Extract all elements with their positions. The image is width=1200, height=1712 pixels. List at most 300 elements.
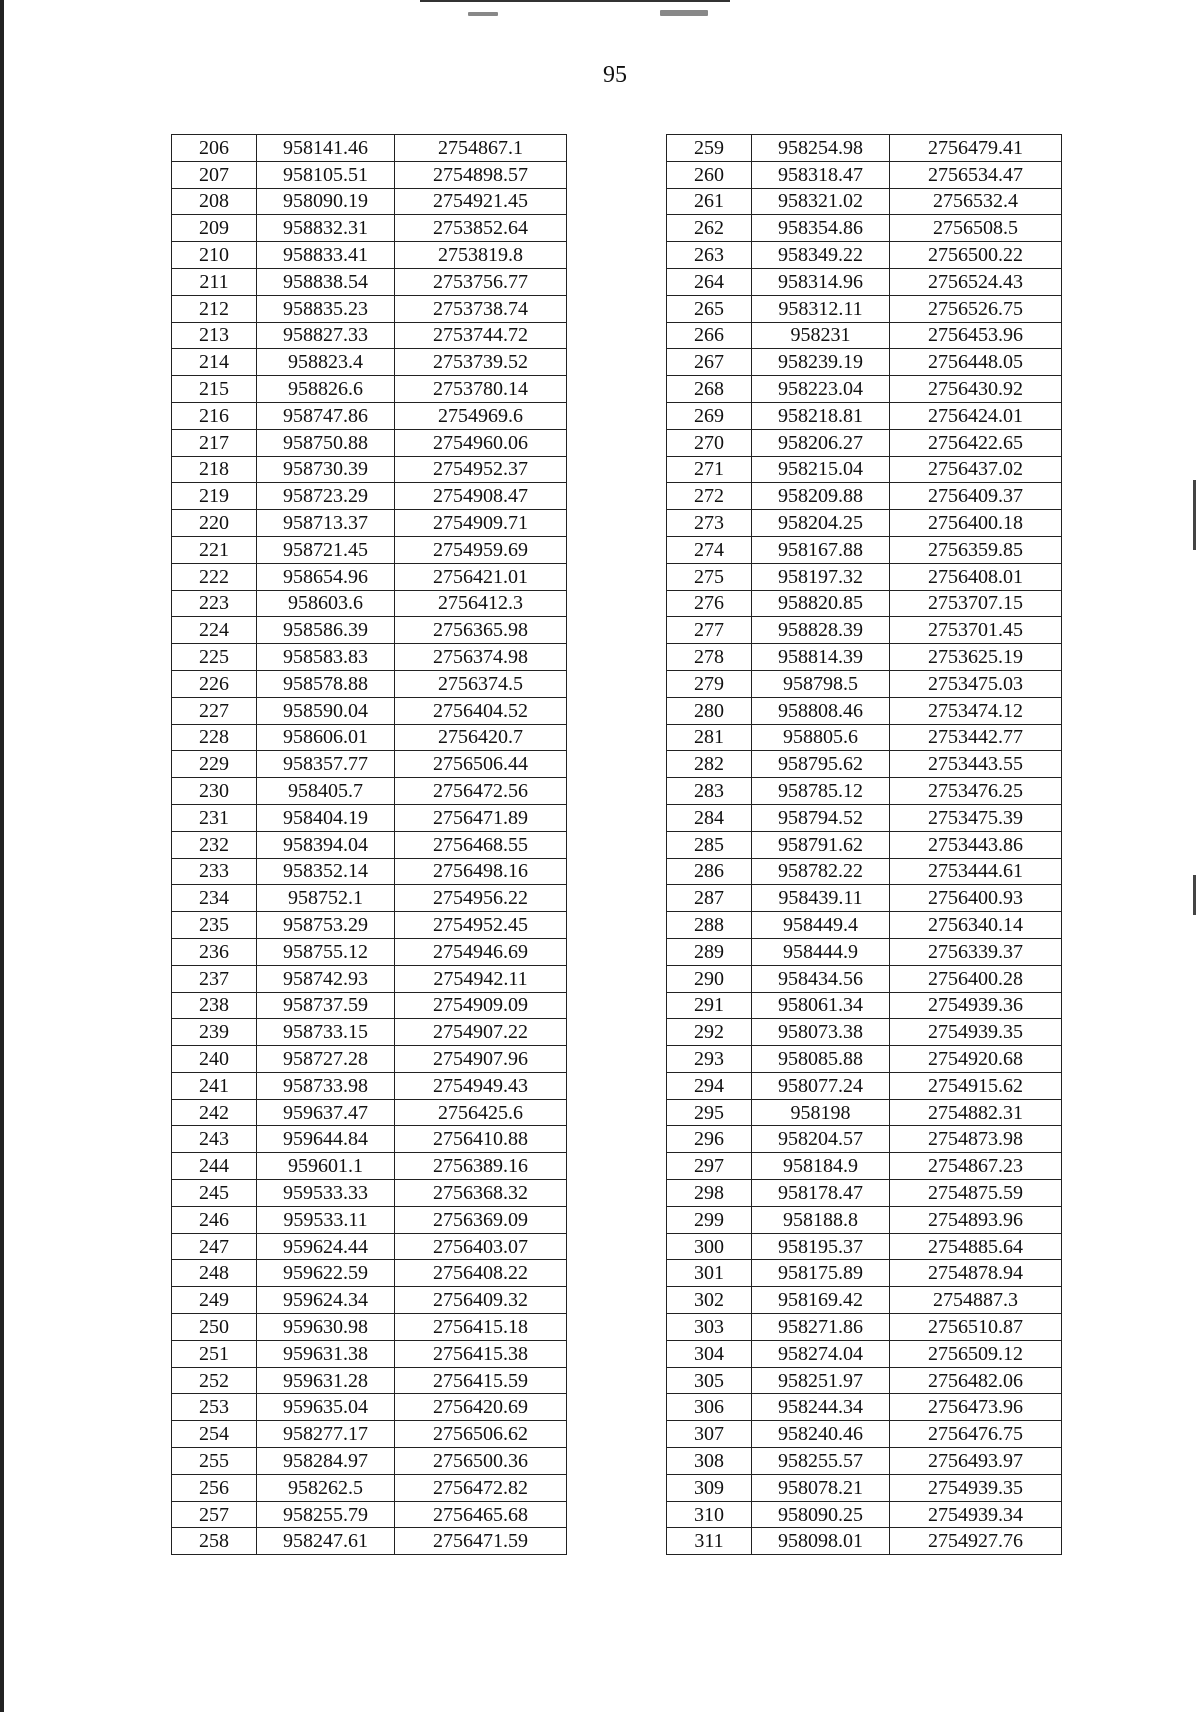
point-number-cell: 276 [667, 590, 752, 617]
point-number-cell: 294 [667, 1072, 752, 1099]
table-row [667, 1501, 1062, 1528]
point-number-cell: 269 [667, 402, 752, 429]
y-coordinate-cell: 2756506.62 [395, 1421, 567, 1448]
point-number-cell: 302 [667, 1287, 752, 1314]
point-number-cell: 232 [172, 831, 257, 858]
y-coordinate-cell: 2756500.36 [395, 1448, 567, 1475]
x-coordinate-cell: 958312.11 [752, 295, 890, 322]
x-coordinate-cell: 958785.12 [752, 778, 890, 805]
table-row [667, 590, 1062, 617]
y-coordinate-cell: 2756339.37 [890, 938, 1062, 965]
x-coordinate-cell: 958255.57 [752, 1448, 890, 1475]
table-row [172, 938, 567, 965]
table-row [667, 724, 1062, 751]
x-coordinate-cell: 958277.17 [257, 1421, 395, 1448]
point-number-cell: 258 [172, 1528, 257, 1555]
table-row [172, 1421, 567, 1448]
y-coordinate-cell: 2754915.62 [890, 1072, 1062, 1099]
y-coordinate-cell: 2756471.59 [395, 1528, 567, 1555]
point-number-cell: 292 [667, 1019, 752, 1046]
y-coordinate-cell: 2754907.22 [395, 1019, 567, 1046]
table-row [172, 402, 567, 429]
y-coordinate-cell: 2756479.41 [890, 135, 1062, 162]
x-coordinate-cell: 958204.25 [752, 510, 890, 537]
x-coordinate-cell: 958215.04 [752, 456, 890, 483]
point-number-cell: 245 [172, 1180, 257, 1207]
table-row [667, 965, 1062, 992]
point-number-cell: 220 [172, 510, 257, 537]
point-number-cell: 285 [667, 831, 752, 858]
y-coordinate-cell: 2753780.14 [395, 376, 567, 403]
table-row [667, 885, 1062, 912]
table-row [667, 402, 1062, 429]
point-number-cell: 207 [172, 161, 257, 188]
y-coordinate-cell: 2756365.98 [395, 617, 567, 644]
y-coordinate-cell: 2756472.82 [395, 1474, 567, 1501]
x-coordinate-cell: 959630.98 [257, 1314, 395, 1341]
point-number-cell: 217 [172, 429, 257, 456]
table-row [667, 1314, 1062, 1341]
y-coordinate-cell: 2753444.61 [890, 858, 1062, 885]
x-coordinate-cell: 958795.62 [752, 751, 890, 778]
point-number-cell: 275 [667, 563, 752, 590]
x-coordinate-cell: 959644.84 [257, 1126, 395, 1153]
x-coordinate-cell: 958206.27 [752, 429, 890, 456]
x-coordinate-cell: 958195.37 [752, 1233, 890, 1260]
table-row [172, 590, 567, 617]
y-coordinate-cell: 2756404.52 [395, 697, 567, 724]
scan-edge-left [0, 0, 4, 1712]
y-coordinate-cell: 2753625.19 [890, 644, 1062, 671]
x-coordinate-cell: 958404.19 [257, 804, 395, 831]
y-coordinate-cell: 2754885.64 [890, 1233, 1062, 1260]
point-number-cell: 234 [172, 885, 257, 912]
point-number-cell: 230 [172, 778, 257, 805]
point-number-cell: 223 [172, 590, 257, 617]
table-row [667, 1072, 1062, 1099]
scan-edge-mark [1193, 875, 1196, 915]
y-coordinate-cell: 2753476.25 [890, 778, 1062, 805]
table-row [172, 1019, 567, 1046]
y-coordinate-cell: 2754949.43 [395, 1072, 567, 1099]
x-coordinate-cell: 958590.04 [257, 697, 395, 724]
point-number-cell: 259 [667, 135, 752, 162]
point-number-cell: 262 [667, 215, 752, 242]
table-row [667, 1260, 1062, 1287]
y-coordinate-cell: 2756524.43 [890, 268, 1062, 295]
x-coordinate-cell: 958733.98 [257, 1072, 395, 1099]
table-row [667, 751, 1062, 778]
x-coordinate-cell: 958244.34 [752, 1394, 890, 1421]
y-coordinate-cell: 2754956.22 [395, 885, 567, 912]
y-coordinate-cell: 2756412.3 [395, 590, 567, 617]
x-coordinate-cell: 958073.38 [752, 1019, 890, 1046]
point-number-cell: 216 [172, 402, 257, 429]
x-coordinate-cell: 958820.85 [752, 590, 890, 617]
y-coordinate-cell: 2756400.18 [890, 510, 1062, 537]
point-number-cell: 246 [172, 1206, 257, 1233]
table-row [667, 1528, 1062, 1555]
y-coordinate-cell: 2756420.7 [395, 724, 567, 751]
point-number-cell: 297 [667, 1153, 752, 1180]
table-row [172, 670, 567, 697]
y-coordinate-cell: 2754875.59 [890, 1180, 1062, 1207]
point-number-cell: 224 [172, 617, 257, 644]
y-coordinate-cell: 2756409.37 [890, 483, 1062, 510]
x-coordinate-cell: 958753.29 [257, 912, 395, 939]
point-number-cell: 251 [172, 1340, 257, 1367]
table-row [172, 697, 567, 724]
x-coordinate-cell: 958583.83 [257, 644, 395, 671]
x-coordinate-cell: 958808.46 [752, 697, 890, 724]
point-number-cell: 211 [172, 268, 257, 295]
x-coordinate-cell: 958197.32 [752, 563, 890, 590]
point-number-cell: 239 [172, 1019, 257, 1046]
table-row [172, 912, 567, 939]
x-coordinate-cell: 958826.6 [257, 376, 395, 403]
y-coordinate-cell: 2754927.76 [890, 1528, 1062, 1555]
point-number-cell: 218 [172, 456, 257, 483]
x-coordinate-cell: 958271.86 [752, 1314, 890, 1341]
point-number-cell: 226 [172, 670, 257, 697]
point-number-cell: 248 [172, 1260, 257, 1287]
x-coordinate-cell: 958318.47 [752, 161, 890, 188]
point-number-cell: 219 [172, 483, 257, 510]
x-coordinate-cell: 958827.33 [257, 322, 395, 349]
point-number-cell: 233 [172, 858, 257, 885]
y-coordinate-cell: 2754952.37 [395, 456, 567, 483]
x-coordinate-cell: 958434.56 [752, 965, 890, 992]
y-coordinate-cell: 2754939.36 [890, 992, 1062, 1019]
table-row [172, 1448, 567, 1475]
table-row [172, 885, 567, 912]
y-coordinate-cell: 2756508.5 [890, 215, 1062, 242]
table-row [172, 1528, 567, 1555]
x-coordinate-cell: 958188.8 [752, 1206, 890, 1233]
y-coordinate-cell: 2756493.97 [890, 1448, 1062, 1475]
x-coordinate-cell: 958814.39 [752, 644, 890, 671]
point-number-cell: 243 [172, 1126, 257, 1153]
point-number-cell: 267 [667, 349, 752, 376]
point-number-cell: 291 [667, 992, 752, 1019]
table-row [667, 1099, 1062, 1126]
point-number-cell: 295 [667, 1099, 752, 1126]
point-number-cell: 244 [172, 1153, 257, 1180]
x-coordinate-cell: 959624.34 [257, 1287, 395, 1314]
x-coordinate-cell: 958352.14 [257, 858, 395, 885]
y-coordinate-cell: 2756420.69 [395, 1394, 567, 1421]
y-coordinate-cell: 2756359.85 [890, 536, 1062, 563]
table-row [172, 1153, 567, 1180]
table-row [667, 778, 1062, 805]
y-coordinate-cell: 2756400.93 [890, 885, 1062, 912]
y-coordinate-cell: 2753701.45 [890, 617, 1062, 644]
point-number-cell: 280 [667, 697, 752, 724]
x-coordinate-cell: 958755.12 [257, 938, 395, 965]
point-number-cell: 255 [172, 1448, 257, 1475]
x-coordinate-cell: 958240.46 [752, 1421, 890, 1448]
point-number-cell: 286 [667, 858, 752, 885]
x-coordinate-cell: 958449.4 [752, 912, 890, 939]
point-number-cell: 281 [667, 724, 752, 751]
x-coordinate-cell: 958141.46 [257, 135, 395, 162]
table-row [667, 1153, 1062, 1180]
page-number: 95 [603, 62, 627, 88]
point-number-cell: 238 [172, 992, 257, 1019]
table-row [172, 510, 567, 537]
x-coordinate-cell: 959601.1 [257, 1153, 395, 1180]
table-row [667, 1180, 1062, 1207]
table-row [667, 135, 1062, 162]
y-coordinate-cell: 2756425.6 [395, 1099, 567, 1126]
y-coordinate-cell: 2756340.14 [890, 912, 1062, 939]
x-coordinate-cell: 958733.15 [257, 1019, 395, 1046]
x-coordinate-cell: 958723.29 [257, 483, 395, 510]
y-coordinate-cell: 2756437.02 [890, 456, 1062, 483]
y-coordinate-cell: 2756369.09 [395, 1206, 567, 1233]
x-coordinate-cell: 958085.88 [752, 1046, 890, 1073]
coordinate-table-right [666, 134, 1062, 1555]
x-coordinate-cell: 958405.7 [257, 778, 395, 805]
table-row [172, 268, 567, 295]
table-row [172, 1206, 567, 1233]
table-row [667, 644, 1062, 671]
table-row [172, 1180, 567, 1207]
y-coordinate-cell: 2754921.45 [395, 188, 567, 215]
point-number-cell: 213 [172, 322, 257, 349]
table-row [172, 804, 567, 831]
y-coordinate-cell: 2756498.16 [395, 858, 567, 885]
x-coordinate-cell: 958727.28 [257, 1046, 395, 1073]
table-row [667, 322, 1062, 349]
point-number-cell: 250 [172, 1314, 257, 1341]
y-coordinate-cell: 2756472.56 [395, 778, 567, 805]
y-coordinate-cell: 2756368.32 [395, 1180, 567, 1207]
table-row [172, 188, 567, 215]
y-coordinate-cell: 2754907.96 [395, 1046, 567, 1073]
y-coordinate-cell: 2754939.35 [890, 1474, 1062, 1501]
table-row [172, 536, 567, 563]
x-coordinate-cell: 958750.88 [257, 429, 395, 456]
point-number-cell: 236 [172, 938, 257, 965]
y-coordinate-cell: 2753819.8 [395, 242, 567, 269]
x-coordinate-cell: 958832.31 [257, 215, 395, 242]
point-number-cell: 229 [172, 751, 257, 778]
table-row [667, 349, 1062, 376]
point-number-cell: 309 [667, 1474, 752, 1501]
x-coordinate-cell: 958823.4 [257, 349, 395, 376]
point-number-cell: 300 [667, 1233, 752, 1260]
x-coordinate-cell: 958394.04 [257, 831, 395, 858]
y-coordinate-cell: 2756465.68 [395, 1501, 567, 1528]
point-number-cell: 261 [667, 188, 752, 215]
y-coordinate-cell: 2754909.71 [395, 510, 567, 537]
y-coordinate-cell: 2753443.86 [890, 831, 1062, 858]
y-coordinate-cell: 2756526.75 [890, 295, 1062, 322]
table-row [172, 456, 567, 483]
point-number-cell: 310 [667, 1501, 752, 1528]
table-row [172, 135, 567, 162]
point-number-cell: 260 [667, 161, 752, 188]
x-coordinate-cell: 958078.21 [752, 1474, 890, 1501]
point-number-cell: 221 [172, 536, 257, 563]
x-coordinate-cell: 958838.54 [257, 268, 395, 295]
point-number-cell: 287 [667, 885, 752, 912]
y-coordinate-cell: 2756482.06 [890, 1367, 1062, 1394]
y-coordinate-cell: 2756374.98 [395, 644, 567, 671]
x-coordinate-cell: 958654.96 [257, 563, 395, 590]
x-coordinate-cell: 958218.81 [752, 402, 890, 429]
x-coordinate-cell: 958255.79 [257, 1501, 395, 1528]
point-number-cell: 253 [172, 1394, 257, 1421]
point-number-cell: 263 [667, 242, 752, 269]
table-row [172, 1367, 567, 1394]
table-row [667, 938, 1062, 965]
table-row [172, 322, 567, 349]
y-coordinate-cell: 2756506.44 [395, 751, 567, 778]
point-number-cell: 282 [667, 751, 752, 778]
point-number-cell: 257 [172, 1501, 257, 1528]
x-coordinate-cell: 958439.11 [752, 885, 890, 912]
point-number-cell: 225 [172, 644, 257, 671]
table-row [667, 804, 1062, 831]
x-coordinate-cell: 959635.04 [257, 1394, 395, 1421]
y-coordinate-cell: 2756468.55 [395, 831, 567, 858]
x-coordinate-cell: 958835.23 [257, 295, 395, 322]
x-coordinate-cell: 958090.19 [257, 188, 395, 215]
x-coordinate-cell: 958603.6 [257, 590, 395, 617]
table-row [667, 1394, 1062, 1421]
y-coordinate-cell: 2754867.1 [395, 135, 567, 162]
point-number-cell: 271 [667, 456, 752, 483]
x-coordinate-cell: 959624.44 [257, 1233, 395, 1260]
x-coordinate-cell: 958284.97 [257, 1448, 395, 1475]
x-coordinate-cell: 958606.01 [257, 724, 395, 751]
table-row [667, 670, 1062, 697]
table-row [172, 1394, 567, 1421]
table-row [667, 376, 1062, 403]
point-number-cell: 308 [667, 1448, 752, 1475]
point-number-cell: 274 [667, 536, 752, 563]
table-row [667, 831, 1062, 858]
scan-top-rule [420, 0, 730, 2]
x-coordinate-cell: 958231 [752, 322, 890, 349]
table-row [172, 1314, 567, 1341]
point-number-cell: 270 [667, 429, 752, 456]
y-coordinate-cell: 2754908.47 [395, 483, 567, 510]
x-coordinate-cell: 958721.45 [257, 536, 395, 563]
x-coordinate-cell: 958098.01 [752, 1528, 890, 1555]
table-row [667, 1126, 1062, 1153]
x-coordinate-cell: 958794.52 [752, 804, 890, 831]
table-row [172, 1126, 567, 1153]
table-row [172, 563, 567, 590]
point-number-cell: 273 [667, 510, 752, 537]
table-row [172, 724, 567, 751]
y-coordinate-cell: 2754939.35 [890, 1019, 1062, 1046]
table-row [667, 912, 1062, 939]
point-number-cell: 227 [172, 697, 257, 724]
table-row [172, 429, 567, 456]
table-row [172, 349, 567, 376]
point-number-cell: 279 [667, 670, 752, 697]
y-coordinate-cell: 2753475.39 [890, 804, 1062, 831]
table-row [667, 992, 1062, 1019]
point-number-cell: 303 [667, 1314, 752, 1341]
x-coordinate-cell: 958167.88 [752, 536, 890, 563]
x-coordinate-cell: 958262.5 [257, 1474, 395, 1501]
table-row [172, 617, 567, 644]
table-row [667, 1019, 1062, 1046]
y-coordinate-cell: 2756473.96 [890, 1394, 1062, 1421]
y-coordinate-cell: 2753739.52 [395, 349, 567, 376]
table-row [667, 536, 1062, 563]
point-number-cell: 214 [172, 349, 257, 376]
point-number-cell: 237 [172, 965, 257, 992]
point-number-cell: 306 [667, 1394, 752, 1421]
table-row [172, 1501, 567, 1528]
y-coordinate-cell: 2756510.87 [890, 1314, 1062, 1341]
table-row [667, 1448, 1062, 1475]
point-number-cell: 278 [667, 644, 752, 671]
point-number-cell: 241 [172, 1072, 257, 1099]
table-row [172, 858, 567, 885]
x-coordinate-cell: 958578.88 [257, 670, 395, 697]
table-row [172, 644, 567, 671]
x-coordinate-cell: 958798.5 [752, 670, 890, 697]
table-row [172, 295, 567, 322]
point-number-cell: 254 [172, 1421, 257, 1448]
table-row [667, 1287, 1062, 1314]
x-coordinate-cell: 958791.62 [752, 831, 890, 858]
table-row [667, 563, 1062, 590]
y-coordinate-cell: 2754942.11 [395, 965, 567, 992]
table-row [667, 1340, 1062, 1367]
point-number-cell: 288 [667, 912, 752, 939]
scan-edge-mark [1193, 480, 1196, 550]
y-coordinate-cell: 2754920.68 [890, 1046, 1062, 1073]
point-number-cell: 277 [667, 617, 752, 644]
x-coordinate-cell: 958713.37 [257, 510, 395, 537]
x-coordinate-cell: 959631.28 [257, 1367, 395, 1394]
y-coordinate-cell: 2753744.72 [395, 322, 567, 349]
y-coordinate-cell: 2754952.45 [395, 912, 567, 939]
y-coordinate-cell: 2753707.15 [890, 590, 1062, 617]
x-coordinate-cell: 958090.25 [752, 1501, 890, 1528]
table-row [172, 1046, 567, 1073]
y-coordinate-cell: 2756453.96 [890, 322, 1062, 349]
table-row [172, 483, 567, 510]
y-coordinate-cell: 2756421.01 [395, 563, 567, 590]
y-coordinate-cell: 2753442.77 [890, 724, 1062, 751]
point-number-cell: 307 [667, 1421, 752, 1448]
point-number-cell: 222 [172, 563, 257, 590]
x-coordinate-cell: 959631.38 [257, 1340, 395, 1367]
y-coordinate-cell: 2756400.28 [890, 965, 1062, 992]
table-row [172, 1260, 567, 1287]
y-coordinate-cell: 2754946.69 [395, 938, 567, 965]
point-number-cell: 231 [172, 804, 257, 831]
point-number-cell: 293 [667, 1046, 752, 1073]
y-coordinate-cell: 2756409.32 [395, 1287, 567, 1314]
table-row [667, 1046, 1062, 1073]
point-number-cell: 212 [172, 295, 257, 322]
y-coordinate-cell: 2754939.34 [890, 1501, 1062, 1528]
point-number-cell: 208 [172, 188, 257, 215]
x-coordinate-cell: 958239.19 [752, 349, 890, 376]
point-number-cell: 305 [667, 1367, 752, 1394]
y-coordinate-cell: 2754887.3 [890, 1287, 1062, 1314]
